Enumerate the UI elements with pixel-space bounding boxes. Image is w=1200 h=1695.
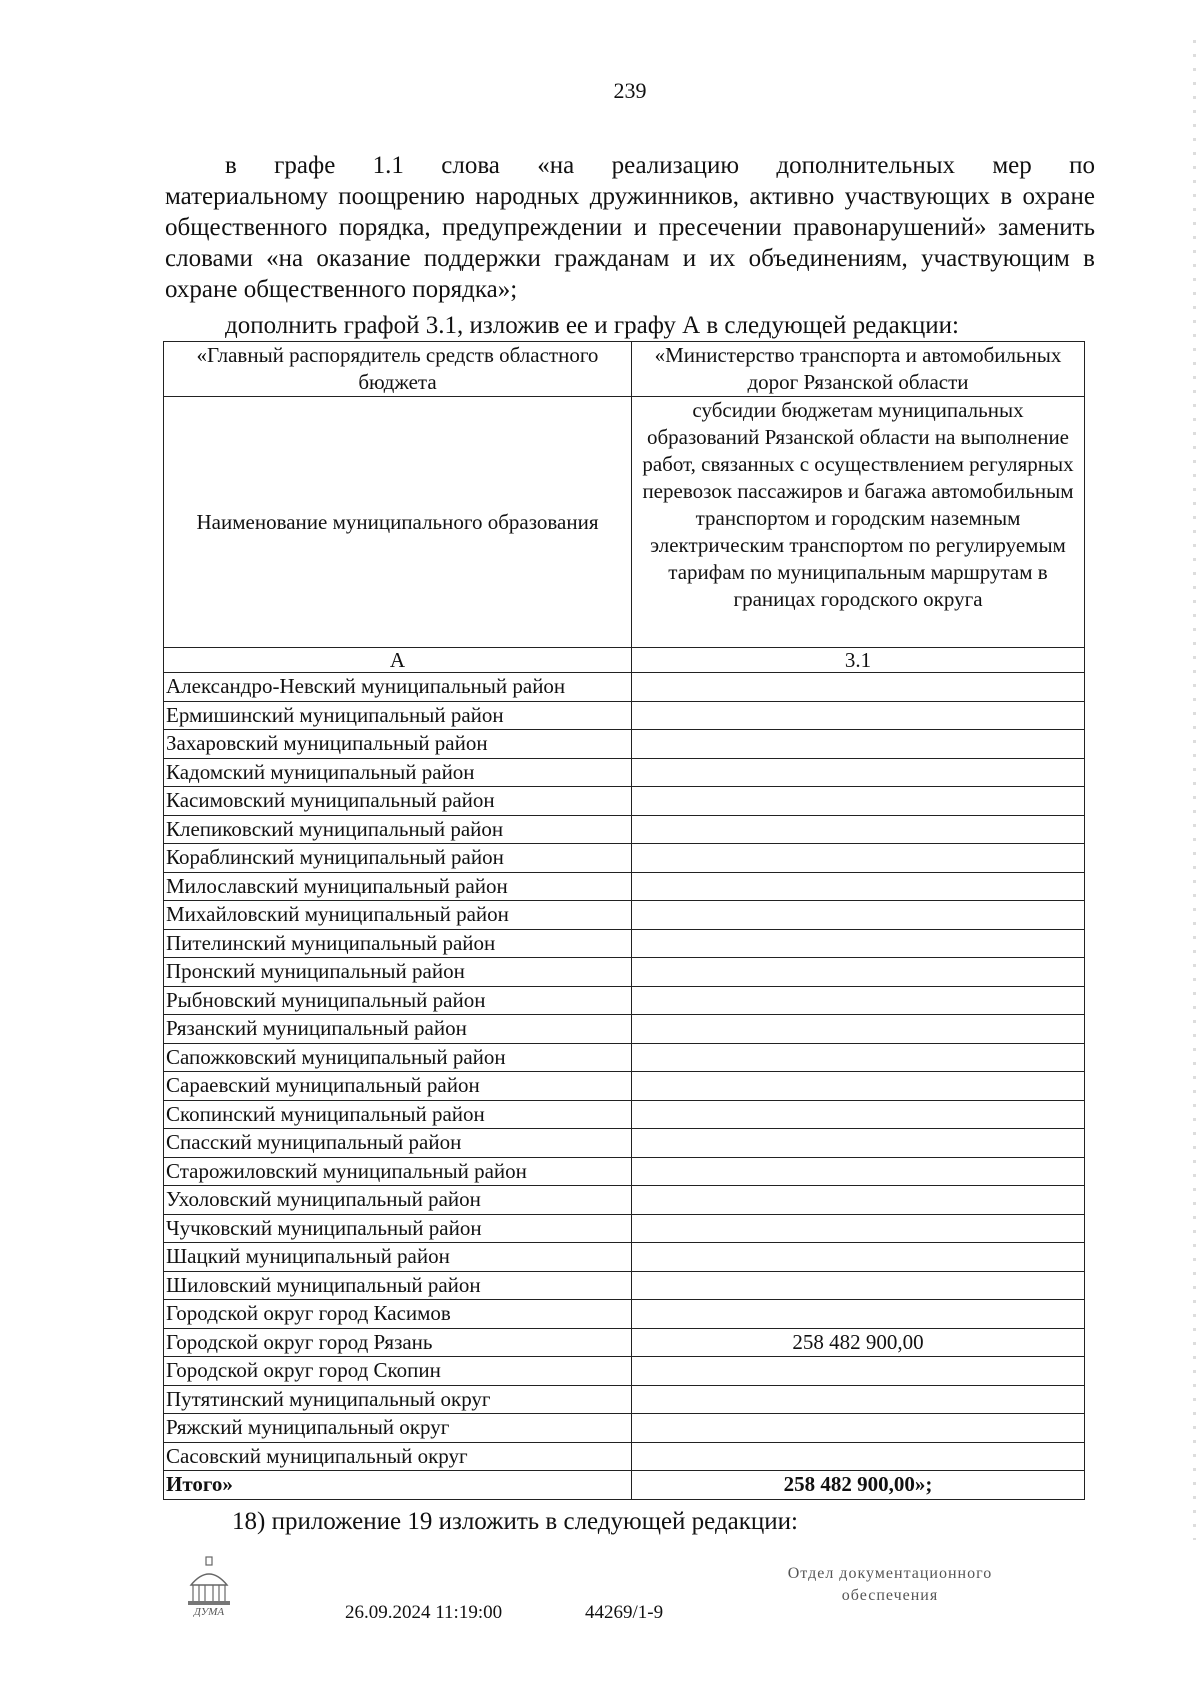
municipality-name: Пронский муниципальный район xyxy=(164,958,632,987)
municipality-name: Сасовский муниципальный округ xyxy=(164,1442,632,1471)
table-row xyxy=(164,1100,1085,1129)
table-row xyxy=(164,986,1085,1015)
subsidy-amount xyxy=(632,787,1085,816)
municipality-name: Скопинский муниципальный район xyxy=(164,1100,632,1129)
municipality-name: Кораблинский муниципальный район xyxy=(164,844,632,873)
subsidy-amount xyxy=(632,758,1085,787)
column-3-1-letter: 3.1 xyxy=(632,648,1085,673)
table-row xyxy=(164,1214,1085,1243)
subsidy-amount: 258 482 900,00 xyxy=(632,1328,1085,1357)
column-a-letter: А xyxy=(164,648,632,673)
table-row xyxy=(164,1271,1085,1300)
table-row xyxy=(164,1414,1085,1443)
table-row xyxy=(164,701,1085,730)
municipality-name: Касимовский муниципальный район xyxy=(164,787,632,816)
subsidy-amount xyxy=(632,929,1085,958)
subsidy-amount xyxy=(632,815,1085,844)
subsidy-amount xyxy=(632,1015,1085,1044)
municipality-name: Кадомский муниципальный район xyxy=(164,758,632,787)
subsidy-amount xyxy=(632,1243,1085,1272)
table-row xyxy=(164,673,1085,702)
subsidy-amount xyxy=(632,901,1085,930)
table-row xyxy=(164,1157,1085,1186)
table-row xyxy=(164,1043,1085,1072)
department-stamp xyxy=(760,1563,1020,1607)
header-row xyxy=(164,342,1085,397)
table-row xyxy=(164,787,1085,816)
stamp-line-1: Отдел документационного xyxy=(787,1565,993,1582)
table-row xyxy=(164,758,1085,787)
table-row xyxy=(164,1328,1085,1357)
table-row xyxy=(164,1015,1085,1044)
table-row xyxy=(164,958,1085,987)
municipality-name: Ряжский муниципальный округ xyxy=(164,1414,632,1443)
page-number: 239 xyxy=(613,78,647,103)
stamp-line-2: обеспечения xyxy=(841,1587,939,1604)
scan-edge-artifact xyxy=(1193,40,1196,1540)
subsidy-amount xyxy=(632,1129,1085,1158)
subsidy-amount xyxy=(632,986,1085,1015)
table-row xyxy=(164,1385,1085,1414)
header-main-manager-label: «Главный распорядитель средств областного бюджета xyxy=(164,342,632,397)
subsidy-amount xyxy=(632,1300,1085,1329)
subsidy-amount xyxy=(632,1043,1085,1072)
table-row xyxy=(164,901,1085,930)
municipality-name: Сараевский муниципальный район xyxy=(164,1072,632,1101)
paragraph-continuation: материальному поощрению народных дружинников, активно участвующих в охране общественного порядка, предупреждении и пресечении правонарушений» заменить словами «на оказание поддержки гражданам и их объединениям, участвующим в охране общественного порядка»; xyxy=(165,183,1095,303)
subsidy-amount xyxy=(632,1442,1085,1471)
municipality-name: Ухоловский муниципальный район xyxy=(164,1186,632,1215)
subsidy-amount xyxy=(632,1385,1085,1414)
subsidy-amount xyxy=(632,701,1085,730)
logo-text: ДУМА xyxy=(193,1606,225,1617)
municipality-name: Старожиловский муниципальный район xyxy=(164,1157,632,1186)
footer-datetime: 26.09.2024 11:19:00 xyxy=(345,1602,503,1623)
municipality-name: Рыбновский муниципальный район xyxy=(164,986,632,1015)
municipality-name: Сапожковский муниципальный район xyxy=(164,1043,632,1072)
subsidy-description: субсидии бюджетам муниципальных образований Рязанской области на выполнение работ, связанных с осуществлением регулярных перевозок пассажиров и багажа автомобильным транспортом и городским наземным электрическим транспортом по регулируемым тарифам по муниципальным маршрутам в границах городского округа xyxy=(632,397,1085,648)
table-row xyxy=(164,929,1085,958)
municipality-name: Городской округ город Скопин xyxy=(164,1357,632,1386)
municipality-name: Шиловский муниципальный район xyxy=(164,1271,632,1300)
municipality-name: Милославский муниципальный район xyxy=(164,872,632,901)
subsidy-amount xyxy=(632,1157,1085,1186)
paragraph-add-column: дополнить графой 3.1, изложив ее и графу А в следующей редакции: xyxy=(225,312,959,339)
footer-doc-id: 44269/1-9 xyxy=(585,1602,664,1623)
municipality-name: Михайловский муниципальный район xyxy=(164,901,632,930)
municipality-name: Городской округ город Рязань xyxy=(164,1328,632,1357)
municipality-name: Захаровский муниципальный район xyxy=(164,730,632,759)
column-letter-row xyxy=(164,648,1085,673)
subsidy-table xyxy=(163,341,1085,1500)
total-value: 258 482 900,00»; xyxy=(632,1471,1085,1500)
table-row xyxy=(164,1442,1085,1471)
table-row xyxy=(164,1072,1085,1101)
municipality-name: Ермишинский муниципальный район xyxy=(164,701,632,730)
subsidy-amount xyxy=(632,1271,1085,1300)
subsidy-amount xyxy=(632,958,1085,987)
duma-logo-icon xyxy=(183,1555,235,1617)
subsidy-amount xyxy=(632,673,1085,702)
municipality-name: Путятинский муниципальный округ xyxy=(164,1385,632,1414)
subsidy-amount xyxy=(632,730,1085,759)
table-row xyxy=(164,815,1085,844)
municipality-name: Александро-Невский муниципальный район xyxy=(164,673,632,702)
municipality-name: Рязанский муниципальный район xyxy=(164,1015,632,1044)
table-row xyxy=(164,730,1085,759)
subsidy-amount xyxy=(632,1072,1085,1101)
subsidy-name-row xyxy=(164,397,1085,648)
table-row xyxy=(164,1129,1085,1158)
header-ministry: «Министерство транспорта и автомобильных дорог Рязанской области xyxy=(632,342,1085,397)
municipality-name-header: Наименование муниципального образования xyxy=(164,397,632,648)
municipality-name: Городской округ город Касимов xyxy=(164,1300,632,1329)
table-row xyxy=(164,1300,1085,1329)
paragraph-amendment-1-1 xyxy=(165,150,1095,305)
total-label: Итого» xyxy=(164,1471,632,1500)
municipality-name: Шацкий муниципальный район xyxy=(164,1243,632,1272)
table-row xyxy=(164,1357,1085,1386)
subsidy-amount xyxy=(632,1357,1085,1386)
total-row xyxy=(164,1471,1085,1500)
paragraph-first-line: в графе 1.1 слова «на реализацию дополнительных мер по xyxy=(225,152,1095,179)
subsidy-amount xyxy=(632,844,1085,873)
municipality-name: Чучковский муниципальный район xyxy=(164,1214,632,1243)
municipality-name: Спасский муниципальный район xyxy=(164,1129,632,1158)
subsidy-amount xyxy=(632,872,1085,901)
table-row xyxy=(164,872,1085,901)
municipality-name: Пителинский муниципальный район xyxy=(164,929,632,958)
table-row xyxy=(164,844,1085,873)
subsidy-amount xyxy=(632,1214,1085,1243)
municipality-name: Клепиковский муниципальный район xyxy=(164,815,632,844)
table-row xyxy=(164,1186,1085,1215)
subsidy-amount xyxy=(632,1186,1085,1215)
subsidy-amount xyxy=(632,1100,1085,1129)
paragraph-appendix-19: 18) приложение 19 изложить в следующей редакции: xyxy=(232,1508,798,1535)
subsidy-amount xyxy=(632,1414,1085,1443)
table-row xyxy=(164,1243,1085,1272)
table-body xyxy=(164,673,1085,1471)
